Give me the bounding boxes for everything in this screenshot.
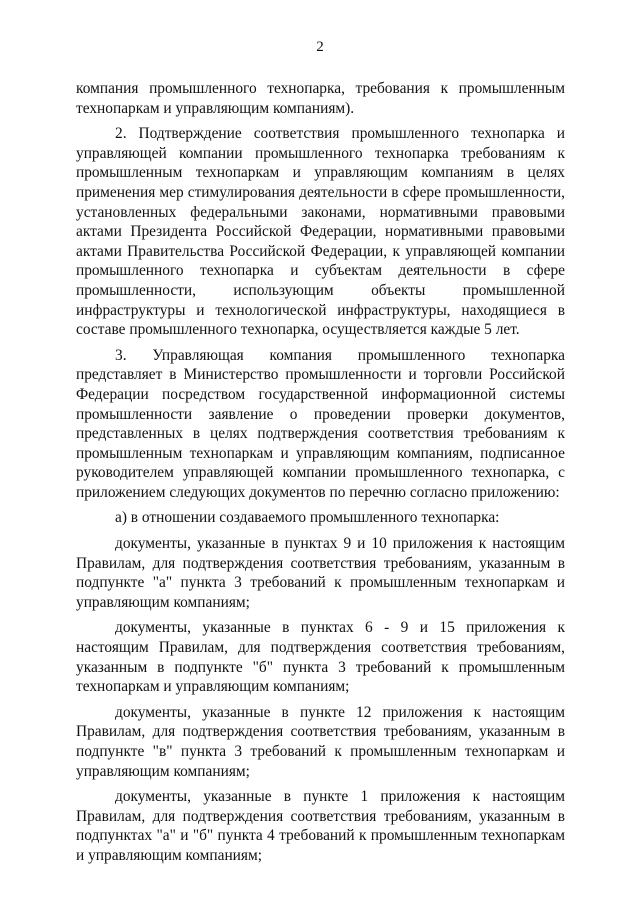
document-body <box>76 79 565 866</box>
paragraph-documents-1: документы, указанные в пунктах 9 и 10 приложения к настоящим Правилам, для подтверждения соответствия требованиям, указанным в подпункте "а" пункта 3 требований к промышленным технопаркам и управляющим компаниям; <box>76 535 565 611</box>
page-number: 2 <box>316 39 324 55</box>
paragraph-documents-3: документы, указанные в пункте 12 приложения к настоящим Правилам, для подтверждения соответствия требованиям, указанным в подпункте "в" пункта 3 требований к промышленным технопаркам и управляющим компаниям; <box>76 703 565 780</box>
paragraph-documents-2: документы, указанные в пунктах 6 - 9 и 15 приложения к настоящим Правилам, для подтверждения соответствия требованиям, указанным в подпункте "б" пункта 3 требований к промышленным технопаркам и управляющим компаниям; <box>76 619 565 696</box>
paragraph-item-2: 2. Подтверждение соответствия промышленного технопарка и управляющей компании промышленного технопарка требованиям к промышленным технопаркам и управляющим компаниям в целях применения мер стимулирования деятельности в сфере промышленности, установленных федеральными законами, нормативными правовыми актами Президента Российской Федерации, нормативными правовыми актами Правительства Российской Федерации, к управляющей компании промышленного технопарка и субъектам деятельности в сфере промышленности, использующим объекты промышленной инфраструктуры и технологической инфраструктуры, находящиеся в составе промышленного технопарка, осуществляется каждые 5 лет. <box>76 125 565 339</box>
paragraph-continuation: компания промышленного технопарка, требования к промышленным технопаркам и управляющим компаниям). <box>76 80 565 117</box>
paragraph-documents-4: документы, указанные в пункте 1 приложения к настоящим Правилам, для подтверждения соответствия требованиям, указанным в подпунктах "а" и "б" пункта 4 требований к промышленным технопаркам и управляющим компаниям; <box>76 788 565 864</box>
paragraph-item-3: 3. Управляющая компания промышленного технопарка представляет в Министерство промышленности и торговли Российской Федерации посредством государственной информационной системы промышленности заявление о проведении проверки документов, представленных в целях подтверждения соответствия требованиям к промышленным технопаркам и управляющим компаниям, подписанное руководителем управляющей компании промышленного технопарка, с приложением следующих документов по перечню согласно приложению: <box>76 346 565 501</box>
paragraph-subitem-a: а) в отношении создаваемого промышленного технопарка: <box>115 509 500 527</box>
